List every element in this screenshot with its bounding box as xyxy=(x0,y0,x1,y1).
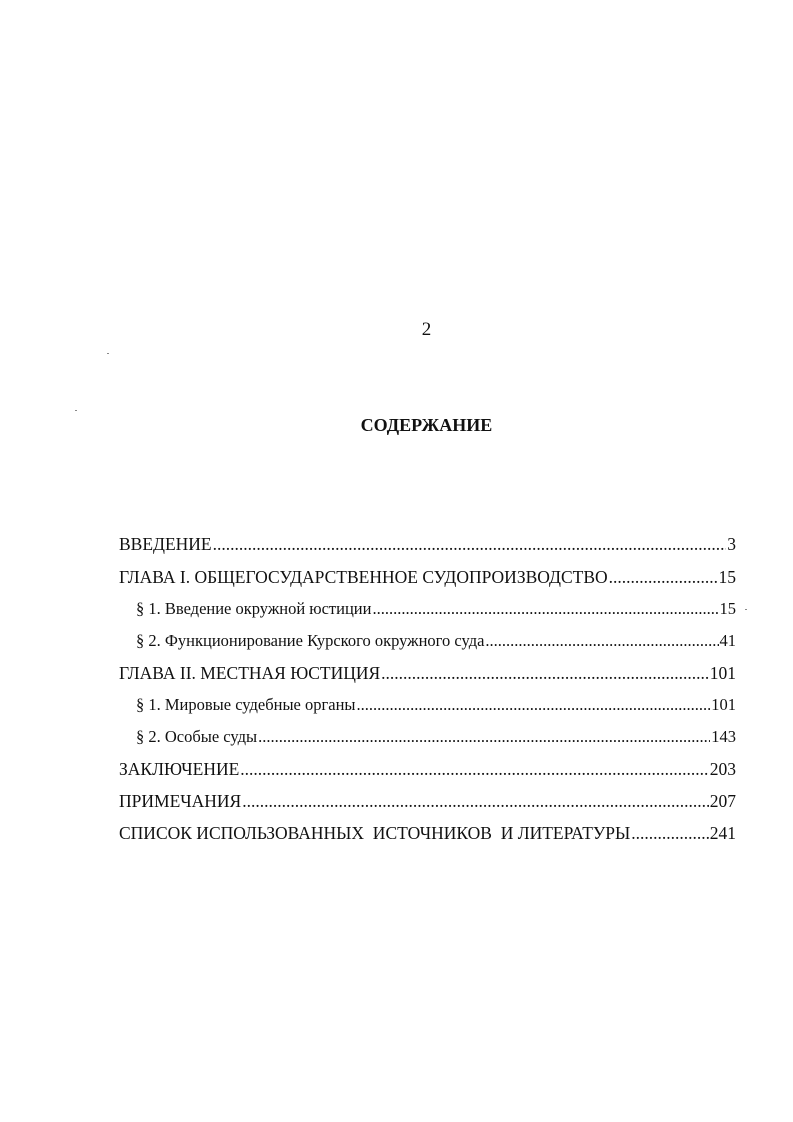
scan-speck xyxy=(745,609,747,610)
dot-leader xyxy=(485,630,718,652)
toc-heading: СОДЕРЖАНИЕ xyxy=(360,415,493,435)
dot-leader xyxy=(258,726,710,748)
toc-entry-page: 101 xyxy=(711,695,736,714)
toc-entry-chapter-2 xyxy=(119,662,736,684)
toc-entry-title: СПИСОК ИСПОЛЬЗОВАННЫХ ИСТОЧНИКОВ И ЛИТЕРАТУРЫ xyxy=(119,823,631,843)
dot-leader xyxy=(357,694,711,716)
toc-entry-chapter-1-section-1 xyxy=(136,598,736,620)
toc-entry-bibliography xyxy=(119,822,736,844)
toc-entry-page: 15 xyxy=(719,599,736,618)
toc-entry-page: 101 xyxy=(709,663,736,683)
toc-entry-page: 41 xyxy=(719,631,736,650)
dot-leader xyxy=(609,566,718,588)
toc-entry-chapter-1 xyxy=(119,566,736,588)
toc-entry-title: ПРИМЕЧАНИЯ xyxy=(119,791,242,811)
toc-entry-title: ГЛАВА I. ОБЩЕГОСУДАРСТВЕННОЕ СУДОПРОИЗВОДСТВО xyxy=(119,567,608,587)
toc-entry-title: § 1. Мировые судебные органы xyxy=(136,695,356,714)
toc-entry-page: 241 xyxy=(709,823,736,843)
toc-entry-chapter-2-section-1 xyxy=(136,694,736,716)
toc-entry-chapter-2-section-2 xyxy=(136,726,736,748)
toc-entry-title: § 1. Введение окружной юстиции xyxy=(136,599,372,618)
toc-entry-page: 3 xyxy=(727,534,736,554)
page-number: 2 xyxy=(421,319,432,340)
toc-entry-page: 143 xyxy=(711,727,736,746)
scan-speck xyxy=(107,353,109,354)
toc-entry-title: § 2. Особые суды xyxy=(136,727,258,746)
toc-entry-page: 203 xyxy=(709,759,736,779)
dot-leader xyxy=(213,533,727,555)
toc-entry-title: ВВЕДЕНИЕ xyxy=(119,534,212,554)
dot-leader xyxy=(381,662,709,684)
toc-entry-conclusion xyxy=(119,758,736,780)
dot-leader xyxy=(372,598,718,620)
toc-entry-introduction xyxy=(119,533,736,555)
dot-leader xyxy=(631,822,708,844)
toc-entry-page: 207 xyxy=(709,791,736,811)
toc-entry-notes xyxy=(119,790,736,812)
toc-entry-page: 15 xyxy=(718,567,736,587)
toc-entry-title: ЗАКЛЮЧЕНИЕ xyxy=(119,759,240,779)
toc-entry-chapter-1-section-2 xyxy=(136,630,736,652)
toc-entry-title: § 2. Функционирование Курского окружного суда xyxy=(136,631,485,650)
scan-speck xyxy=(75,410,77,411)
toc-entry-title: ГЛАВА II. МЕСТНАЯ ЮСТИЦИЯ xyxy=(119,663,381,683)
dot-leader xyxy=(240,758,708,780)
dot-leader xyxy=(242,790,709,812)
